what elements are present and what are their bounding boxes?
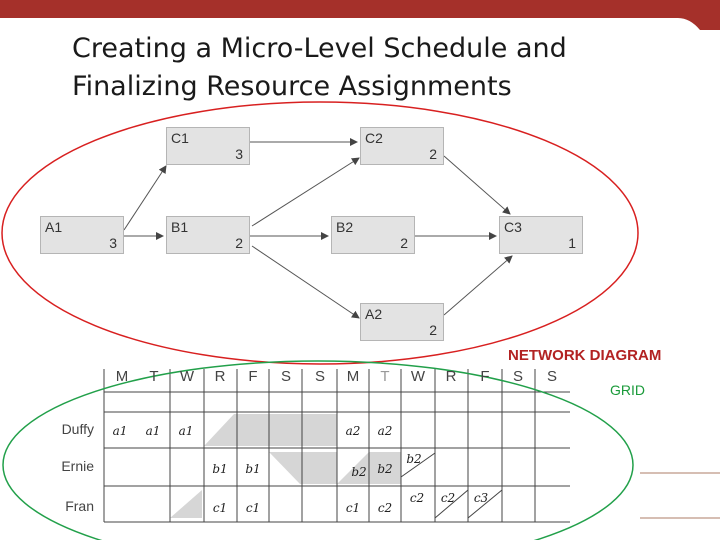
node-c3-duration: 1	[568, 235, 576, 251]
node-c3-id: C3	[504, 219, 522, 235]
assignment-cell: c3	[473, 491, 489, 505]
slide-title-line-2: Finalizing Resource Assignments	[72, 71, 512, 102]
grid-label: GRID	[610, 382, 645, 398]
assignment-cell: c2	[409, 491, 425, 505]
node-c1-duration: 3	[235, 146, 243, 162]
day-header: T	[149, 368, 159, 385]
day-header: R	[445, 368, 457, 385]
node-c2-duration: 2	[429, 146, 437, 162]
row-name-fran: Fran	[65, 498, 94, 514]
day-header: F	[248, 368, 258, 385]
node-c1-id: C1	[171, 130, 189, 146]
day-header: S	[546, 368, 557, 385]
assignment-cell: c2	[440, 491, 456, 505]
node-a2-duration: 2	[429, 322, 437, 338]
node-c2-id: C2	[365, 130, 383, 146]
day-header: S	[280, 368, 291, 385]
node-b2-duration: 2	[400, 235, 408, 251]
day-header: S	[512, 368, 523, 385]
day-header: T	[380, 368, 390, 385]
node-b1-id: B1	[171, 219, 189, 235]
assignment-cell: c2	[377, 501, 393, 515]
day-header: M	[346, 368, 360, 385]
assignment-cell: b2	[351, 465, 367, 479]
grid-ellipse	[3, 361, 633, 540]
day-header: W	[179, 368, 195, 385]
node-a1-id: A1	[45, 219, 63, 235]
network-diagram-label: NETWORK DIAGRAM	[508, 347, 662, 364]
node-a2-id: A2	[365, 306, 383, 322]
node-b1-duration: 2	[235, 235, 243, 251]
row-name-duffy: Duffy	[61, 421, 94, 437]
assignment-cell: b1	[212, 462, 228, 476]
assignment-cell: a1	[145, 424, 161, 438]
assignment-cell: a2	[345, 424, 361, 438]
assignment-cell: b1	[245, 462, 261, 476]
assignment-cell: b2	[377, 462, 393, 476]
row-name-ernie: Ernie	[61, 458, 94, 474]
node-a1-duration: 3	[109, 235, 117, 251]
slide-title-line-1: Creating a Micro-Level Schedule and	[72, 33, 567, 64]
day-header: W	[410, 368, 426, 385]
assignment-cell: a2	[377, 424, 393, 438]
day-header: R	[214, 368, 226, 385]
assignment-cell: c1	[245, 501, 261, 515]
node-b2-id: B2	[336, 219, 354, 235]
assignment-cell: b2	[406, 452, 422, 466]
day-header: S	[314, 368, 325, 385]
day-header: F	[480, 368, 490, 385]
day-header: M	[115, 368, 129, 385]
assignment-cell: a1	[178, 424, 194, 438]
assignment-cell: c1	[212, 501, 228, 515]
assignment-cell: a1	[112, 424, 128, 438]
assignment-cell: c1	[345, 501, 361, 515]
